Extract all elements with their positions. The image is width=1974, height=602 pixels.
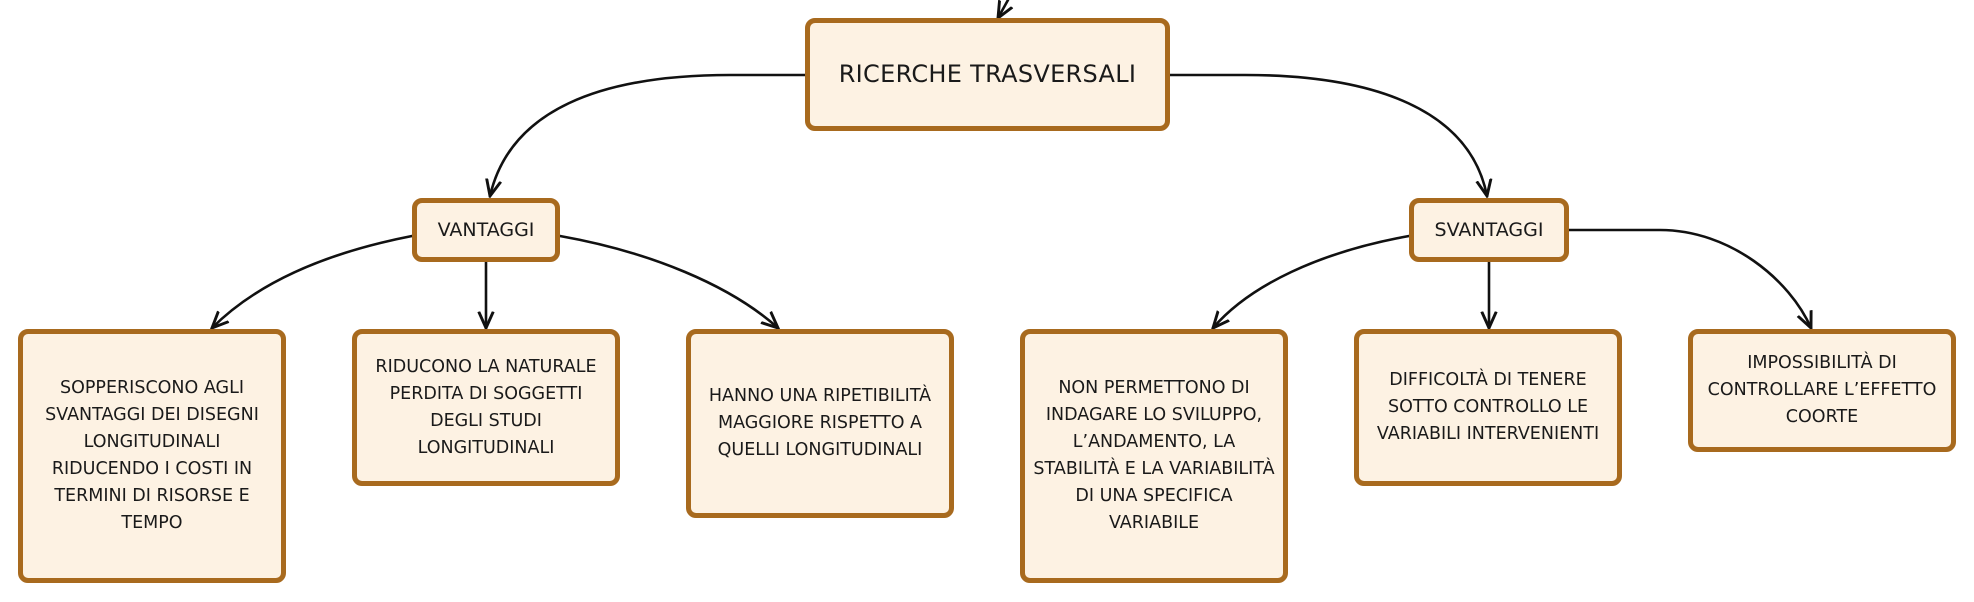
- connector-vantaggi-to-item-1: [212, 236, 412, 328]
- svantaggi-item-node: [1354, 329, 1622, 486]
- vantaggi-item-node: [18, 329, 286, 583]
- svantaggi-item-text: NON PERMETTONO DI INDAGARE LO SVILUPPO, L’ANDAMENTO, LA STABILITÀ E LA VARIABILITÀ DI UNA SPECIFICA VARIABILE: [1033, 378, 1275, 533]
- connector-svantaggi-to-item-1: [1213, 236, 1409, 328]
- root-node-label: RICERCHE TRASVERSALI: [838, 60, 1137, 88]
- svantaggi-node-label: SVANTAGGI: [1434, 218, 1544, 241]
- vantaggi-item-text: HANNO UNA RIPETIBILITÀ MAGGIORE RISPETTO A QUELLI LONGITUDINALI: [708, 386, 932, 460]
- connector-root-to-vantaggi: [490, 75, 805, 196]
- vantaggi-item-node: [352, 329, 620, 486]
- svantaggi-item-text: IMPOSSIBILITÀ DI CONTROLLARE L’EFFETTO COORTE: [1707, 353, 1937, 427]
- vantaggi-node: [412, 198, 560, 262]
- connector-vantaggi-to-item-3: [560, 236, 778, 328]
- vantaggi-item-text: RIDUCONO LA NATURALE PERDITA DI SOGGETTI DEGLI STUDI LONGITUDINALI: [375, 356, 597, 458]
- incoming-arrow-to-root: [998, 0, 1008, 18]
- root-node: [805, 18, 1170, 131]
- svantaggi-item-node: [1020, 329, 1288, 583]
- svantaggi-node: [1409, 198, 1569, 262]
- vantaggi-item-node: [686, 329, 954, 518]
- connector-svantaggi-to-item-3: [1569, 230, 1811, 328]
- vantaggi-node-label: VANTAGGI: [437, 218, 535, 241]
- svantaggi-item-text: DIFFICOLTÀ DI TENERE SOTTO CONTROLLO LE VARIABILI INTERVENIENTI: [1376, 370, 1600, 444]
- connector-root-to-svantaggi: [1170, 75, 1487, 196]
- vantaggi-item-text: SOPPERISCONO AGLI SVANTAGGI DEI DISEGNI LONGITUDINALI RIDUCENDO I COSTI IN TERMINI DI RISORSE E TEMPO: [45, 378, 259, 533]
- svantaggi-item-node: [1688, 329, 1956, 452]
